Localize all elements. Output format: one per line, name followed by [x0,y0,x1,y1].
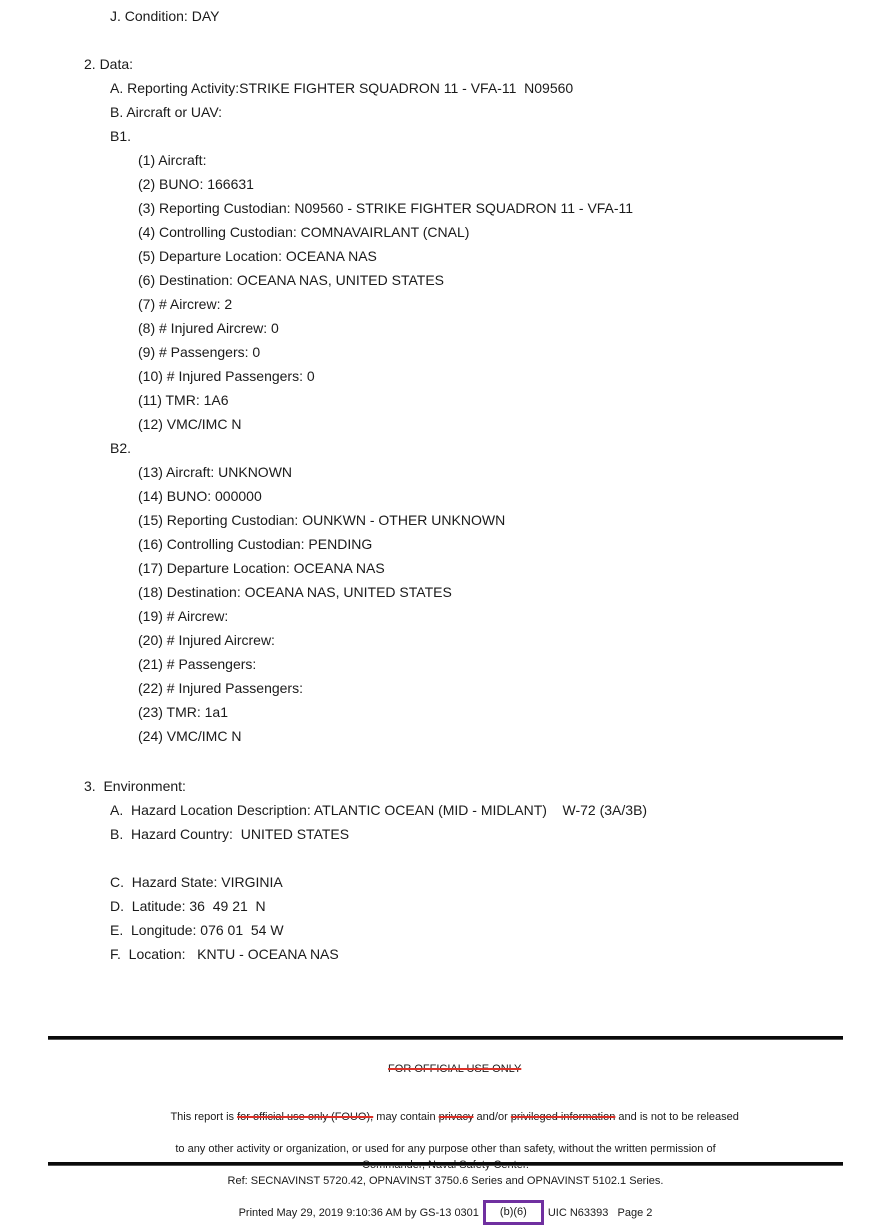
section-3-heading: 3. Environment: [84,778,186,794]
footer-bottom-rule [48,1162,843,1166]
report-line: (20) # Injured Aircrew: [138,632,275,648]
report-line: (22) # Injured Passengers: [138,680,303,696]
disclaimer-seg: and/or [473,1111,511,1123]
line-b1-label: B1. [110,128,132,144]
report-line: (21) # Passengers: [138,656,257,672]
report-line: (1) Aircraft: [138,152,207,168]
report-line: (7) # Aircrew: 2 [138,296,233,312]
disclaimer-seg: and is not to be released [615,1111,739,1123]
line-hazard-country: B. Hazard Country: UNITED STATES [110,826,350,842]
disclaimer-struck-fouo: for official use only (FOUO), [237,1111,374,1123]
printed-info-line [0,1200,891,1225]
report-line: (2) BUNO: 166631 [138,176,254,192]
report-line: (3) Reporting Custodian: N09560 - STRIKE FIGHTER SQUADRON 11 - VFA-11 [138,200,634,216]
line-condition: J. Condition: DAY [110,8,220,24]
report-line: (10) # Injured Passengers: 0 [138,368,315,384]
spacer [0,28,891,52]
printed-suffix: UIC N63393 Page 2 [547,1206,653,1219]
report-line: (6) Destination: OCEANA NAS, UNITED STATES [138,272,445,288]
page-footer [0,1036,891,1225]
report-line: (24) VMC/IMC N [138,728,242,744]
disclaimer-seg: may contain [373,1111,439,1123]
report-line: (17) Departure Location: OCEANA NAS [138,560,385,576]
redaction-label: (b)(6) [499,1206,527,1218]
report-line: (15) Reporting Custodian: OUNKWN - OTHER UNKNOWN [138,512,506,528]
fouo-banner-text: FOR OFFICIAL USE ONLY [388,1063,522,1075]
redaction-box [483,1200,544,1225]
spacer [0,846,891,870]
report-line: (19) # Aircrew: [138,608,229,624]
line-hazard-location: A. Hazard Location Description: ATLANTIC OCEAN (MID - MIDLANT) W-72 (3A/3B) [110,802,648,818]
section-2-heading: 2. Data: [84,56,134,72]
line-hazard-state: C. Hazard State: VIRGINIA [110,874,283,890]
report-line: (16) Controlling Custodian: PENDING [138,536,373,552]
report-line: (5) Departure Location: OCEANA NAS [138,248,377,264]
report-line: (12) VMC/IMC N [138,416,242,432]
report-line: (9) # Passengers: 0 [138,344,261,360]
line-reporting-activity: A. Reporting Activity:STRIKE FIGHTER SQUADRON 11 - VFA-11 N09560 [110,80,574,96]
disclaimer-struck-privacy: privacy [438,1111,474,1123]
line-aircraft-or-uav: B. Aircraft or UAV: [110,104,223,120]
report-line: (4) Controlling Custodian: COMNAVAIRLANT (CNAL) [138,224,470,240]
fouo-banner [0,1045,891,1093]
report-line: (11) TMR: 1A6 [138,392,229,408]
report-line: (14) BUNO: 000000 [138,488,262,504]
report-line: (23) TMR: 1a1 [138,704,228,720]
line-longitude: E. Longitude: 076 01 54 W [110,922,284,938]
reference-line: Ref: SECNAVINST 5720.42, OPNAVINST 3750.6 Series and OPNAVINST 5102.1 Series. [227,1175,664,1187]
disclaimer-seg: This report is [170,1111,238,1123]
report-line: (13) Aircraft: UNKNOWN [138,464,293,480]
footer-top-rule [48,1036,843,1040]
disclaimer-struck-privileged: privileged information [510,1111,616,1123]
disclaimer-line-1 [0,1093,891,1141]
report-line: (8) # Injured Aircrew: 0 [138,320,279,336]
spacer [0,748,891,774]
printed-prefix: Printed May 29, 2019 9:10:36 AM by GS-13 0301 [238,1206,479,1219]
line-location: F. Location: KNTU - OCEANA NAS [110,946,339,962]
line-b2-label: B2. [110,440,132,456]
report-line: (18) Destination: OCEANA NAS, UNITED STATES [138,584,452,600]
line-latitude: D. Latitude: 36 49 21 N [110,898,266,914]
disclaimer-line-2: to any other activity or organization, or used for any purpose other than safety, without the written permission of [175,1143,716,1155]
